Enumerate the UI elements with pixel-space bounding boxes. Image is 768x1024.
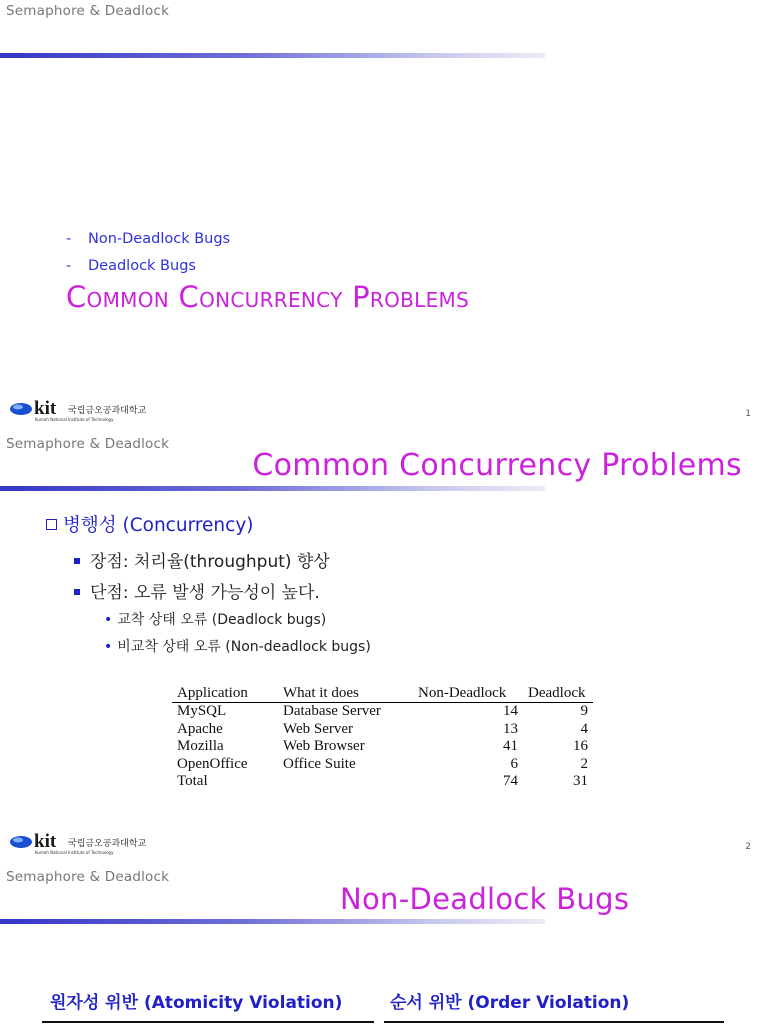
table-cell: Mozilla	[177, 738, 224, 754]
logo-korean: 국립금오공과대학교	[68, 406, 147, 416]
page-number: 1	[745, 409, 751, 419]
bullet-con	[74, 578, 320, 603]
column-header: Non-Deadlock	[413, 685, 523, 703]
slide-1	[0, 0, 768, 433]
table-cell	[278, 773, 413, 791]
agenda-list	[66, 228, 230, 282]
bullet-text: 단점: 오류 발생 가능성이 높다.	[90, 583, 320, 603]
slide-3	[0, 866, 768, 1024]
slide-title: Non-Deadlock Bugs	[340, 882, 630, 916]
table-cell: Office Suite	[283, 755, 356, 772]
slide-2	[0, 433, 768, 866]
table-cell: 4	[580, 720, 588, 737]
section-title: Common Concurrency Problems	[66, 280, 470, 314]
agenda-label: Non-Deadlock Bugs	[88, 231, 231, 247]
checkbox-bullet-icon	[46, 519, 57, 530]
table-cell: 41	[503, 738, 518, 754]
sub-bullet-non-deadlock	[104, 636, 371, 656]
table-row	[172, 756, 593, 774]
bullet-pro	[74, 547, 330, 572]
bullet-text: 장점: 처리율(throughput) 향상	[90, 552, 330, 572]
table-header-row	[172, 685, 593, 703]
sub-bullet-deadlock	[104, 609, 326, 629]
logo-korean: 국립금오공과대학교	[68, 839, 147, 849]
agenda-item	[66, 228, 230, 255]
header-divider	[0, 486, 545, 491]
table-cell: Apache	[177, 720, 223, 737]
table-row	[172, 721, 593, 739]
agenda-dash: -	[66, 258, 72, 274]
kit-logo	[8, 398, 158, 424]
table-cell: Web Browser	[283, 738, 365, 754]
logo-english: Kumoh National Institute of Technology	[35, 850, 114, 855]
page-number: 2	[745, 842, 751, 852]
table-cell: MySQL	[177, 703, 227, 719]
table-row	[172, 738, 593, 756]
table-cell: Database Server	[283, 703, 381, 719]
dot-bullet-icon: •	[104, 612, 113, 628]
table-cell: 16	[573, 738, 588, 754]
bullet-text: 교착 상태 오류 (Deadlock bugs)	[117, 612, 327, 628]
slide-header: Semaphore & Deadlock	[6, 3, 170, 19]
bug-statistics-table	[172, 685, 593, 791]
column-heading-order: 순서 위반 (Order Violation)	[390, 993, 630, 1013]
square-bullet-icon	[74, 558, 80, 564]
column-header: Application	[172, 685, 278, 703]
table-cell: 14	[503, 703, 518, 719]
slide-header: Semaphore & Deadlock	[6, 436, 170, 452]
logo-english: Kumoh National Institute of Technology	[35, 417, 114, 422]
header-divider	[0, 919, 545, 924]
logo-wordmark: kit	[34, 398, 57, 419]
column-header: Deadlock	[523, 685, 593, 703]
agenda-item	[66, 255, 230, 282]
table-cell: 6	[510, 755, 518, 772]
table-cell: Web Server	[283, 720, 354, 737]
header-divider	[0, 53, 545, 58]
slide-title: Common Concurrency Problems	[252, 448, 742, 483]
logo-wordmark: kit	[34, 831, 57, 852]
column-header: What it does	[278, 685, 413, 703]
table-cell: Total	[177, 773, 208, 789]
table-cell: 13	[503, 720, 518, 737]
agenda-dash: -	[66, 231, 72, 247]
column-heading-atomicity: 원자성 위반 (Atomicity Violation)	[50, 993, 343, 1013]
table-row	[172, 703, 593, 721]
table-cell: OpenOffice	[177, 755, 248, 772]
dot-bullet-icon: •	[104, 639, 113, 655]
bullet-text: 병행성 (Concurrency)	[63, 515, 254, 536]
table-cell: 2	[580, 755, 588, 772]
table-row	[172, 773, 593, 791]
bullet-concurrency	[46, 511, 254, 537]
table-cell: 31	[573, 773, 588, 789]
code-box-top-border	[42, 1021, 374, 1023]
slide-header: Semaphore & Deadlock	[6, 869, 170, 885]
square-bullet-icon	[74, 589, 80, 595]
code-box-top-border	[384, 1021, 724, 1023]
kit-logo	[8, 831, 158, 857]
bullet-text: 비교착 상태 오류 (Non-deadlock bugs)	[117, 639, 371, 655]
agenda-label: Deadlock Bugs	[88, 258, 196, 274]
table-cell: 9	[580, 703, 588, 719]
table-cell: 74	[503, 773, 518, 789]
